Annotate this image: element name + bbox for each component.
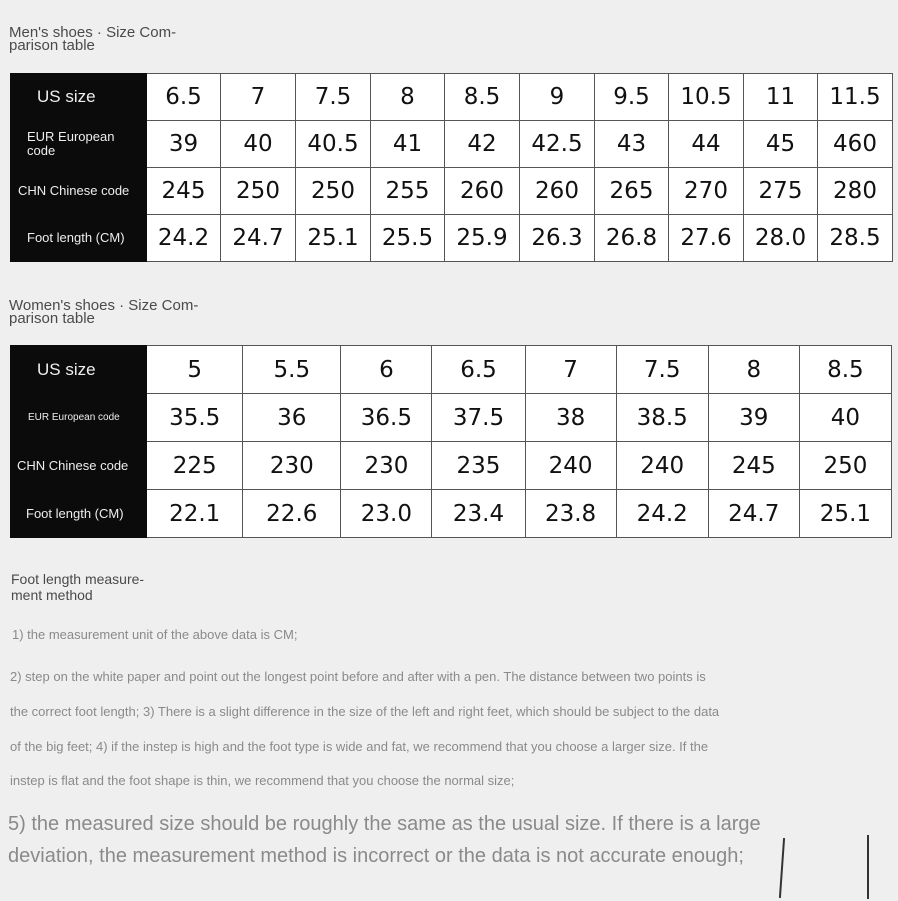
table-cell: 43 [595, 121, 669, 168]
row-header-eur: EUR European code [11, 121, 147, 168]
table-cell: 230 [341, 442, 432, 490]
table-cell: 275 [744, 168, 818, 215]
table-cell: 24.7 [221, 215, 296, 262]
method-step-3-cont: of the big feet; 4) if the instep is high and the foot type is wide and fat, we recommend that you choose a larger size. If the [10, 739, 709, 754]
table-cell: 7.5 [616, 346, 708, 394]
table-cell: 44 [669, 121, 744, 168]
table-cell: 265 [595, 168, 669, 215]
table-cell: 225 [147, 442, 243, 490]
table-cell: 260 [445, 168, 520, 215]
method-step-1: 1) the measurement unit of the above data is CM; [12, 627, 298, 642]
table-cell: 11.5 [818, 74, 893, 121]
table-cell: 39 [708, 394, 799, 442]
table-cell: 35.5 [147, 394, 243, 442]
table-cell: 9 [520, 74, 595, 121]
row-header-foot-length: Foot length (CM) [11, 215, 147, 262]
row-header-foot-length: Foot length (CM) [11, 490, 147, 538]
men-foot-length-row [11, 215, 893, 262]
method-step-2: 2) step on the white paper and point out the longest point before and after with a pen. The distance between two points is [10, 669, 706, 684]
table-cell: 6.5 [432, 346, 525, 394]
table-cell: 42.5 [520, 121, 595, 168]
table-cell: 24.2 [616, 490, 708, 538]
table-cell: 280 [818, 168, 893, 215]
table-cell: 25.5 [371, 215, 445, 262]
table-cell: 8 [371, 74, 445, 121]
table-cell: 9.5 [595, 74, 669, 121]
men-size-table [10, 73, 893, 262]
women-eur-row [11, 394, 892, 442]
row-header-eur: EUR European code [11, 394, 147, 442]
table-cell: 235 [432, 442, 525, 490]
method-step-4-cont: instep is flat and the foot shape is thin, we recommend that you choose the normal size; [10, 773, 515, 788]
table-cell: 22.6 [243, 490, 341, 538]
table-cell: 26.8 [595, 215, 669, 262]
table-cell: 24.2 [147, 215, 221, 262]
men-section-title: Men's shoes · Size Com- parison table [9, 24, 177, 54]
table-cell: 23.8 [525, 490, 616, 538]
table-cell: 5 [147, 346, 243, 394]
table-cell: 8.5 [445, 74, 520, 121]
table-cell: 26.3 [520, 215, 595, 262]
table-cell: 250 [296, 168, 371, 215]
table-cell: 41 [371, 121, 445, 168]
table-cell: 40.5 [296, 121, 371, 168]
pen-mark-decoration [779, 838, 785, 898]
table-cell: 6 [341, 346, 432, 394]
table-cell: 38 [525, 394, 616, 442]
table-cell: 23.4 [432, 490, 525, 538]
table-cell: 255 [371, 168, 445, 215]
table-cell: 24.7 [708, 490, 799, 538]
table-cell: 10.5 [669, 74, 744, 121]
table-cell: 25.1 [296, 215, 371, 262]
women-chn-row [11, 442, 892, 490]
women-size-table [10, 345, 892, 538]
men-chn-row [11, 168, 893, 215]
table-cell: 270 [669, 168, 744, 215]
method-step-2-cont: the correct foot length; 3) There is a slight difference in the size of the left and right feet, which should be subject to the data [10, 704, 720, 719]
table-cell: 36 [243, 394, 341, 442]
row-header-chn: CHN Chinese code [11, 442, 147, 490]
method-title: Foot length measure- ment method [11, 571, 145, 603]
method-step-5-cont: deviation, the measurement method is incorrect or the data is not accurate enough; [8, 845, 744, 867]
row-header-us-size: US size [11, 346, 147, 394]
women-us-size-row [11, 346, 892, 394]
men-us-size-row [11, 74, 893, 121]
table-cell: 40 [799, 394, 891, 442]
table-cell: 250 [799, 442, 891, 490]
table-cell: 240 [525, 442, 616, 490]
table-cell: 240 [616, 442, 708, 490]
method-step-5: 5) the measured size should be roughly the same as the usual size. If there is a large [8, 813, 761, 835]
table-cell: 22.1 [147, 490, 243, 538]
table-cell: 11 [744, 74, 818, 121]
table-cell: 7.5 [296, 74, 371, 121]
table-cell: 25.9 [445, 215, 520, 262]
table-cell: 23.0 [341, 490, 432, 538]
table-cell: 7 [221, 74, 296, 121]
table-cell: 5.5 [243, 346, 341, 394]
row-header-us-size: US size [11, 74, 147, 121]
women-section-title: Women's shoes · Size Com- parison table [9, 297, 199, 327]
men-eur-row [11, 121, 893, 168]
row-header-chn: CHN Chinese code [11, 168, 147, 215]
table-cell: 28.0 [744, 215, 818, 262]
table-cell: 460 [818, 121, 893, 168]
women-foot-length-row [11, 490, 892, 538]
table-cell: 260 [520, 168, 595, 215]
table-cell: 42 [445, 121, 520, 168]
table-cell: 37.5 [432, 394, 525, 442]
pen-mark-decoration [867, 835, 869, 899]
table-cell: 6.5 [147, 74, 221, 121]
table-cell: 40 [221, 121, 296, 168]
table-cell: 36.5 [341, 394, 432, 442]
table-cell: 25.1 [799, 490, 891, 538]
table-cell: 245 [708, 442, 799, 490]
table-cell: 7 [525, 346, 616, 394]
table-cell: 28.5 [818, 215, 893, 262]
table-cell: 27.6 [669, 215, 744, 262]
table-cell: 45 [744, 121, 818, 168]
table-cell: 250 [221, 168, 296, 215]
table-cell: 8.5 [799, 346, 891, 394]
table-cell: 39 [147, 121, 221, 168]
table-cell: 8 [708, 346, 799, 394]
table-cell: 230 [243, 442, 341, 490]
table-cell: 245 [147, 168, 221, 215]
table-cell: 38.5 [616, 394, 708, 442]
